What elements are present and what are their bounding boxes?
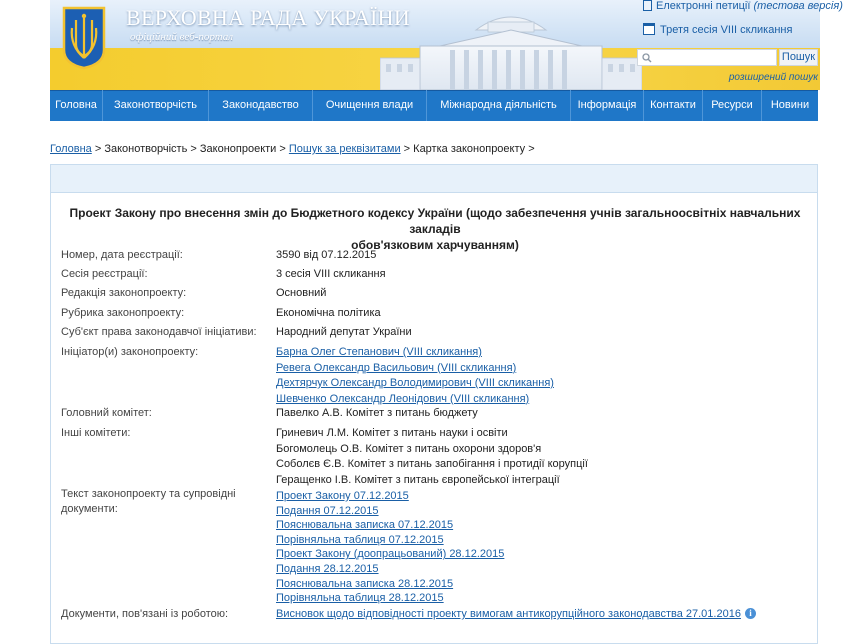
breadcrumb-card: Картка законопроекту <box>413 143 526 155</box>
breadcrumb <box>50 143 535 155</box>
breadcrumb-lawmaking: Законотворчість <box>104 143 188 155</box>
nav-item-contacts[interactable]: Контакти <box>644 90 703 121</box>
field-label: Редакція законопроекту: <box>61 287 187 299</box>
document-link[interactable]: Подання 28.12.2015 <box>276 562 379 575</box>
bill-card <box>50 164 818 644</box>
nav-item-lustration[interactable]: Очищення влади <box>313 90 427 121</box>
document-link[interactable]: Подання 07.12.2015 <box>276 504 379 517</box>
info-icon[interactable]: i <box>745 608 756 619</box>
breadcrumb-separator: > <box>279 143 286 155</box>
coat-of-arms-icon[interactable] <box>62 6 106 70</box>
main-nav <box>50 90 818 121</box>
petitions-note: (тестова версія) <box>753 0 843 12</box>
committee-item: Соболєв Є.В. Комітет з питань запобігання і протидії корупції <box>276 458 588 470</box>
field-label <box>61 487 261 517</box>
site-subtitle: офіційний веб-портал <box>130 31 234 43</box>
petitions-link[interactable]: Електронні петиції <box>656 0 751 12</box>
document-link[interactable]: Пояснювальна записка 28.12.2015 <box>276 577 454 590</box>
field-label: Документи, пов'язані із роботою: <box>61 608 229 620</box>
advanced-search-link[interactable]: розширений пошук <box>728 72 818 83</box>
session-link-row <box>643 23 792 36</box>
field-value: 3590 від 07.12.2015 <box>276 249 377 261</box>
initiator-link[interactable]: Шевченко Олександр Леонідович (VIII скликання) <box>276 392 530 405</box>
field-value: 3 сесія VIII скликання <box>276 268 386 280</box>
document-link[interactable]: Пояснювальна записка 07.12.2015 <box>276 519 454 532</box>
initiator-link[interactable]: Ревега Олександр Васильович (VIII скликання) <box>276 361 517 374</box>
document-link[interactable]: Проект Закону (доопрацьований) 28.12.2015 <box>276 548 505 561</box>
parliament-building-image <box>380 0 642 90</box>
field-label: Головний комітет: <box>61 407 152 419</box>
site-title[interactable]: ВЕРХОВНА РАДА УКРАЇНИ <box>126 5 411 30</box>
petitions-link-row <box>643 0 843 14</box>
calendar-icon <box>643 23 655 35</box>
nav-item-information[interactable]: Інформація <box>571 90 644 121</box>
field-value: Основний <box>276 287 327 299</box>
field-label-line: Текст законопроекту та супровідні <box>61 488 236 500</box>
field-value: Павелко А.В. Комітет з питань бюджету <box>276 407 478 419</box>
bill-card-header-band <box>51 165 817 193</box>
field-value: Економічна політика <box>276 307 381 319</box>
initiators-list <box>276 345 816 407</box>
field-label: Рубрика законопроекту: <box>61 307 185 319</box>
document-link[interactable]: Проект Закону 07.12.2015 <box>276 490 409 502</box>
committee-item: Геращенко І.В. Комітет з питань європейської інтеграції <box>276 473 560 486</box>
search-icon <box>642 53 652 63</box>
document-icon <box>643 0 652 11</box>
breadcrumb-search[interactable]: Пошук за реквізитами <box>288 143 401 155</box>
field-label: Інші комітети: <box>61 427 131 439</box>
field-label-line: документи: <box>61 503 118 515</box>
nav-item-resources[interactable]: Ресурси <box>703 90 762 121</box>
nav-item-international[interactable]: Міжнародна діяльність <box>427 90 571 121</box>
initiator-link[interactable]: Барна Олег Степанович (VIII скликання) <box>276 346 482 358</box>
breadcrumb-separator: > <box>528 143 535 155</box>
session-link[interactable]: Третя сесія VIII скликання <box>660 24 793 36</box>
nav-item-home[interactable]: Головна <box>50 90 103 121</box>
field-label: Номер, дата реєстрації: <box>61 249 183 261</box>
bill-title-line: обов'язковим харчуванням) <box>351 238 519 252</box>
breadcrumb-separator: > <box>94 143 102 155</box>
document-link[interactable]: Порівняльна таблиця 07.12.2015 <box>276 533 444 546</box>
initiator-link[interactable]: Дехтярчук Олександр Володимирович (VIII скликання) <box>276 377 554 389</box>
field-value: Народний депутат України <box>276 326 412 338</box>
nav-item-legislation[interactable]: Законодавство <box>209 90 313 121</box>
breadcrumb-bills: Законопроекти <box>199 143 277 155</box>
document-link[interactable]: Порівняльна таблиця 28.12.2015 <box>276 592 444 605</box>
bill-title-line: Проект Закону про внесення змін до Бюджетного кодексу України (щодо забезпечення учнів загальноосвітніх навчальних закладів <box>69 206 801 236</box>
related-document-link[interactable]: Висновок щодо відповідності проекту вимогам антикорупційного законодавства 27.01.2016 <box>276 608 741 620</box>
other-committees-list <box>276 426 816 488</box>
search-button[interactable]: Пошук <box>779 49 818 66</box>
field-value <box>276 607 816 622</box>
nav-item-lawmaking[interactable]: Законотворчість <box>103 90 209 121</box>
field-label: Сесія реєстрації: <box>61 268 148 280</box>
bill-title <box>51 205 819 253</box>
committee-item: Гриневич Л.М. Комітет з питань науки і освіти <box>276 427 508 439</box>
breadcrumb-separator: > <box>190 143 197 155</box>
field-label: Суб'єкт права законодавчої ініціативи: <box>61 326 257 338</box>
breadcrumb-separator: > <box>403 143 411 155</box>
search-input[interactable] <box>637 49 777 66</box>
committee-item: Богомолець О.В. Комітет з питань охорони здоров'я <box>276 442 542 455</box>
nav-item-news[interactable]: Новини <box>770 99 810 111</box>
field-label: Ініціатор(и) законопроекту: <box>61 346 199 358</box>
documents-list <box>276 489 816 606</box>
breadcrumb-home[interactable]: Головна <box>50 143 92 155</box>
